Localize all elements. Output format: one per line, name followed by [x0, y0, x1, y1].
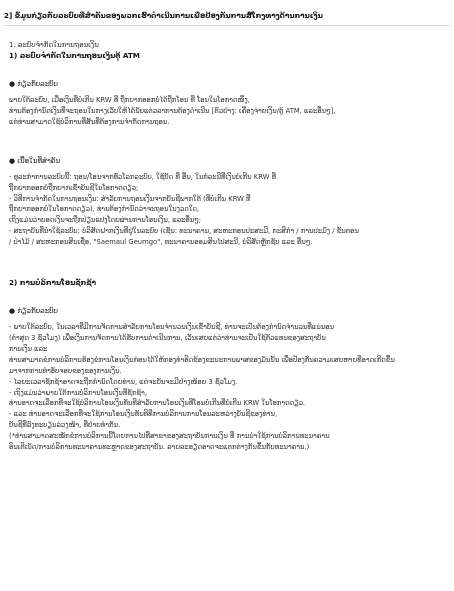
text-line: ແຕ່ທ່ານສາມາດໃຊ້ບໍລິການທີ່ສັ້ນທີ່ຕ້ອງການຈຳກັດການຖອນ. [9, 117, 170, 126]
section-2-overview-label: ● ກ່ຽວກັບລະບົບ [9, 307, 58, 316]
text-line: - ແລະ ທ່ານອາດຈະເລືອກທີ່ຈະໃຊ້ການໂອນເງິນທັນທີທີ່ການບໍລິການການໂອນລະຫວ່າງບັນຊີຂອງທ່ານ, [9, 410, 278, 419]
section-1-number: 1. ລະບົບຈຳກັດໃນການຖອນເງິນ [9, 41, 99, 49]
document-title: 2] ຂໍ້ມູນກ່ຽວກັບລະບົບທີ່ສຳຄັນຂອງພວກເຮົາດຳເນີນການເພື່ອປ້ອງກັນການສໍ້ໂກງທາງດ້ານການເງິນ [4, 11, 323, 20]
text-line: ຖືກຍາກອອກບໍ່ຖືກຍາກເຂົ້າບັນຊີໃນໂອກາດດຽວ; [9, 183, 139, 192]
text-line: (ຕໍ່າສຸດ 3 ຊົ່ວໂມງ) ເພື່ອເງິນການຈັດການໄດ້ຮັບການດຳເນີນການ, ເວັ້ນເສຍແຕ່ວ່າທ່ານຈະເປັນໃຊ້ຕັວແທນຂອງສະຖາບັນ [9, 333, 326, 342]
text-line: - ພາຍໃຕ້ລະບົບ, ໃນເວລາທີ່ມີການຈັດການສຳລັບການໂອນຈຳນວນເງິນເຂົ້າບັນຊີ, ທ່ານຈະເປັນຕ້ອງກຳນົດຈຳນວນທີ່ແນ່ນອນ [9, 323, 334, 332]
text-line: ຖືກຍາກອອກບໍ່ໃນໂອກາດດຽວ), ທ່ານຕ້ອງກຳນົດວ່າຈະຖອນໃນງວດໃດ, [9, 205, 200, 214]
text-line: ພາຍໃຕ້ລະບົບ, ເມື່ອເງິນທີ່ບໍ່ເກີນ KRW ທີ່ ຖືກຍາກອອກບໍ່ໄດ້ຖືກໂອນ ທີ່ ໂອນໃນໂອກາດໜຶ່ງ, [9, 96, 250, 104]
text-line: ບັນຊີທີ່ລົງທະບຽນລ່ວງໜ້າ, ທີ່ຢ່າຍທຳກັນ. [9, 421, 121, 430]
section-2-overview-text [9, 322, 450, 453]
section-1-subjects-label: ● ເນື້ອໃນທີ່ສຳຄັນ [9, 156, 61, 165]
text-line: ທ່ານສາມາດຂໍການບໍລິການຮ້ອງຂໍການໂອນເງິນກ່ອນໄດ້ໃຫ້ກອງທຳອິດຂ້ອງຂະນະການພາສຂອງມັນນັ້ນ ເພື່ອປ້ອງກັນຄວາມເສຍຫາຍທີ່ອາດເກີດຂຶ້ນ [9, 355, 395, 364]
text-line: - ທຸລະກຳການລະບົບນີ້: ຖອນ/ໂອນຈາກທົ່ວໂລກລະບົບ, ໃຊ້ບັດ ທີ່ ອື່ນ, ໃນກໍລະນີທີ່ເງິນບໍ່ເກີນ KRW ທີ່ [9, 172, 277, 181]
text-line: ມາຈາກການທຳອັບຈອບຂອງຂອງການເງິນ. [9, 366, 122, 375]
text-line: ທ່ານຕ້ອງກຳນົດເງິນທີ່ຈະຖອນໃນກາງເວັບໃຫ້ໄດ້ນັບແຕ່ວລາການຕ້ອງດຳເນີນ [ຕົວຢ່າງ: ເຄື່ອງຈ່າຍເງິນ/ຕູ້ ATM, ແລະອື່ນໆ], [9, 106, 336, 115]
section-2-heading: 2) ການບໍລິການໂອນຊັກຊ້າ [9, 278, 97, 288]
section-1-overview-label: ● ກ່ຽວກັບລະບົບ [9, 80, 58, 88]
text-line: ອິນເຕີເນັດ/ການບໍລິການທະນາຄານທະຫຼາດຂອງສະຖາບັນ. ລາຍລະອຽດອາດຈະແຕກຕ່າງກັນຂຶ້ນກັບທະນາຄານ.) [9, 443, 310, 452]
text-line: ເຖິງແມ່ນວ່າຍອດເງິນຈະຖືກປ່ຽນແປງໂດຍຜ່ານການໂອນເງິນ, ແລະອື່ນໆ; [9, 216, 202, 225]
text-line: - ໄລຍະເວລາຊັກຊ້າອາດຈະຖືກກຳນົດໂດຍທ່ານ, ແຕ່ຈະບັນຈະມີຢ່າງໜ້ອຍ 3 ຊົ່ວໂມງ. [9, 377, 238, 386]
text-line: - ສະຖາບັນທີ່ນຳໃຊ້ລະບົບ: ບໍລິສັດຝາກເງິນທີ່ຢູ່ໃນລະບົບ (ເຊັ່ນ: ທະນາຄານ, ສະຫະກອນປະສະມີ, ກະສິກຳ / ການປະມົງ / ຂັ້ນຕອນ [9, 227, 359, 236]
section-1-heading: 1) ລະບົບຈຳກັດໃນການຖອນເງິນຕູ້ ATM [9, 51, 140, 60]
text-line: (*ທ່ານສາມາດສະໝັກຂໍການບໍລິການນີ້ໂດຍການໄປທີ່ສາຂາຂອງສະຖາບັນການເງິນ ທີ່ ການນຳໃຊ້ການບໍລິການທະນາຄານ [9, 432, 330, 441]
text-line: ການເງິນ ແລະ [9, 344, 48, 353]
text-line: ທ່ານອາດຈະເລືອກທີ່ຈະໃຊ້ບໍລິການໂອນເງິນທັນທີສຳລັບການໂອນເງິນທີ່ໂອນບໍ່ເກີນທີ່ບໍ່ເກີນ KRW ໃນໂອກາດດຽວ. [9, 399, 306, 408]
text-line: - ວິທີການຈຳກັດໃນການຖອນເງິນ: ສຳລັບການຖອນເງິນຈາກບັນຊີພາກໃຕ້ (ທີ່ບໍ່ເກີນ KRW ທີ່ [9, 194, 251, 203]
title-divider [4, 25, 450, 26]
text-line: - ເຖິງແມ່ນວ່າພາຍໃຕ້ການບໍລິການໂອນເງິນທີ່ຊັກຊ້າ, [9, 388, 147, 397]
text-line: / ປ່າໄມ້ / ສະຫະກອນສິນເຊື່ອ, "Saemaul Geumgo", ທະນາຄານອອມສິນໄປສະນີ, ບໍລິສັດຫຼັກຊັບ ແລະ ອື່ນໆ. [9, 238, 313, 247]
section-1-overview-text [9, 95, 450, 128]
section-1-subjects-text [9, 172, 450, 248]
